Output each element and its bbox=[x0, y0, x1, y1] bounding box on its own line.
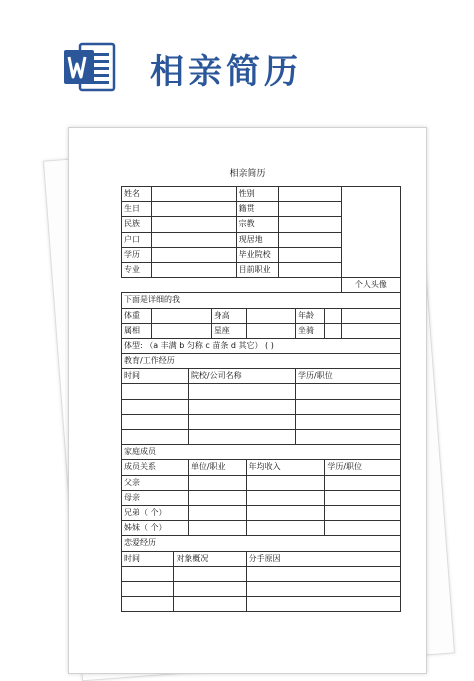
sister-degree[interactable] bbox=[325, 521, 401, 536]
table-row bbox=[122, 597, 401, 612]
brother-employer[interactable] bbox=[188, 505, 246, 520]
love-partner-header: 对象概况 bbox=[174, 551, 246, 566]
love-heading: 恋爱经历 bbox=[122, 536, 401, 551]
detail-heading: 下面是详细的我 bbox=[122, 293, 401, 308]
edu-time-cell[interactable] bbox=[122, 399, 189, 414]
name-label: 姓名 bbox=[122, 187, 152, 202]
family-degree-header: 学历/职位 bbox=[325, 460, 401, 475]
table-row bbox=[122, 384, 401, 399]
residence-label: 现居地 bbox=[236, 232, 278, 247]
love-time-cell[interactable] bbox=[122, 597, 174, 612]
brother-degree[interactable] bbox=[325, 505, 401, 520]
photo-label: 个人头像 bbox=[341, 278, 400, 293]
age-extra[interactable] bbox=[341, 308, 400, 323]
edu-org-cell[interactable] bbox=[188, 399, 295, 414]
word-icon bbox=[62, 40, 116, 94]
weight-value[interactable] bbox=[151, 308, 211, 323]
constellation-value[interactable] bbox=[246, 323, 295, 338]
section-heading-row bbox=[122, 536, 401, 551]
school-value[interactable] bbox=[279, 247, 342, 262]
section-heading-row bbox=[122, 445, 401, 460]
love-partner-cell[interactable] bbox=[174, 566, 246, 581]
love-header-row bbox=[122, 551, 401, 566]
father-degree[interactable] bbox=[325, 475, 401, 490]
table-row bbox=[122, 475, 401, 490]
love-time-cell[interactable] bbox=[122, 581, 174, 596]
zodiac-label: 属相 bbox=[122, 323, 152, 338]
love-partner-cell[interactable] bbox=[174, 597, 246, 612]
detail-row bbox=[122, 323, 401, 338]
job-value[interactable] bbox=[279, 262, 342, 277]
spacer-cell bbox=[122, 278, 342, 293]
religion-label: 宗教 bbox=[236, 217, 278, 232]
love-reason-cell[interactable] bbox=[246, 566, 400, 581]
sister-label: 姊妹（ 个） bbox=[122, 521, 189, 536]
zodiac-value[interactable] bbox=[151, 323, 211, 338]
section-heading-row bbox=[122, 293, 401, 308]
edu-degree-cell[interactable] bbox=[296, 384, 401, 399]
mother-degree[interactable] bbox=[325, 490, 401, 505]
weight-label: 体重 bbox=[122, 308, 152, 323]
photo-box[interactable] bbox=[341, 187, 400, 278]
family-header-row bbox=[122, 460, 401, 475]
father-employer[interactable] bbox=[188, 475, 246, 490]
brother-income[interactable] bbox=[246, 505, 325, 520]
table-row bbox=[122, 581, 401, 596]
family-heading: 家庭成员 bbox=[122, 445, 401, 460]
religion-value[interactable] bbox=[279, 217, 342, 232]
constellation-label: 星座 bbox=[211, 323, 246, 338]
edu-time-cell[interactable] bbox=[122, 430, 189, 445]
car-extra[interactable] bbox=[341, 323, 400, 338]
education-value[interactable] bbox=[151, 247, 236, 262]
residence-value[interactable] bbox=[279, 232, 342, 247]
age-label: 年龄 bbox=[296, 308, 325, 323]
height-label: 身高 bbox=[211, 308, 246, 323]
document-page bbox=[68, 127, 427, 674]
edu-work-header-row bbox=[122, 369, 401, 384]
table-row bbox=[122, 430, 401, 445]
section-heading-row bbox=[122, 354, 401, 369]
edu-degree-header: 学历/职位 bbox=[296, 369, 401, 384]
love-reason-cell[interactable] bbox=[246, 597, 400, 612]
edu-time-cell[interactable] bbox=[122, 414, 189, 429]
family-employer-header: 单位/职业 bbox=[188, 460, 246, 475]
gender-value[interactable] bbox=[279, 187, 342, 202]
love-reason-header: 分手原因 bbox=[246, 551, 400, 566]
table-row bbox=[122, 414, 401, 429]
table-row bbox=[122, 505, 401, 520]
edu-degree-cell[interactable] bbox=[296, 399, 401, 414]
birthday-value[interactable] bbox=[151, 202, 236, 217]
love-time-header: 时间 bbox=[122, 551, 174, 566]
height-value[interactable] bbox=[246, 308, 295, 323]
edu-degree-cell[interactable] bbox=[296, 430, 401, 445]
school-label: 毕业院校 bbox=[236, 247, 278, 262]
basic-row bbox=[122, 187, 401, 202]
birthday-label: 生日 bbox=[122, 202, 152, 217]
body-type-line[interactable]: 体型: （a 丰满 b 匀称 c 苗条 d 其它） ( ) bbox=[122, 338, 401, 353]
table-row bbox=[122, 490, 401, 505]
age-value[interactable] bbox=[325, 308, 341, 323]
hukou-label: 户口 bbox=[122, 232, 152, 247]
job-label: 目前职业 bbox=[236, 262, 278, 277]
edu-degree-cell[interactable] bbox=[296, 414, 401, 429]
document-title: 相亲简历 bbox=[229, 169, 266, 179]
table-row bbox=[122, 521, 401, 536]
family-income-header: 年均收入 bbox=[246, 460, 325, 475]
native-label: 籍贯 bbox=[236, 202, 278, 217]
photo-caption-row bbox=[122, 278, 401, 293]
gender-label: 性别 bbox=[236, 187, 278, 202]
brand-title: 相亲简历 bbox=[150, 52, 302, 92]
love-partner-cell[interactable] bbox=[174, 581, 246, 596]
resume-form-table bbox=[121, 186, 401, 612]
edu-org-cell[interactable] bbox=[188, 430, 295, 445]
edu-time-cell[interactable] bbox=[122, 384, 189, 399]
education-label: 学历 bbox=[122, 247, 152, 262]
brother-label: 兄弟（ 个） bbox=[122, 505, 189, 520]
father-income[interactable] bbox=[246, 475, 325, 490]
mother-income[interactable] bbox=[246, 490, 325, 505]
body-type-row bbox=[122, 338, 401, 353]
table-row bbox=[122, 566, 401, 581]
edu-org-header: 院校/公司名称 bbox=[188, 369, 295, 384]
sister-employer[interactable] bbox=[188, 521, 246, 536]
sister-income[interactable] bbox=[246, 521, 325, 536]
edu-org-cell[interactable] bbox=[188, 384, 295, 399]
major-value[interactable] bbox=[151, 262, 236, 277]
mother-label: 母亲 bbox=[122, 490, 189, 505]
edu-org-cell[interactable] bbox=[188, 414, 295, 429]
edu-time-header: 时间 bbox=[122, 369, 189, 384]
car-label: 坐骑 bbox=[296, 323, 325, 338]
native-value[interactable] bbox=[279, 202, 342, 217]
love-reason-cell[interactable] bbox=[246, 581, 400, 596]
ethnic-label: 民族 bbox=[122, 217, 152, 232]
ethnic-value[interactable] bbox=[151, 217, 236, 232]
name-value[interactable] bbox=[151, 187, 236, 202]
love-time-cell[interactable] bbox=[122, 566, 174, 581]
family-relation-header: 成员关系 bbox=[122, 460, 189, 475]
car-value[interactable] bbox=[325, 323, 341, 338]
edu-work-heading: 教育/工作经历 bbox=[122, 354, 401, 369]
header-banner bbox=[0, 0, 474, 120]
major-label: 专业 bbox=[122, 262, 152, 277]
mother-employer[interactable] bbox=[188, 490, 246, 505]
detail-row bbox=[122, 308, 401, 323]
father-label: 父亲 bbox=[122, 475, 189, 490]
hukou-value[interactable] bbox=[151, 232, 236, 247]
table-row bbox=[122, 399, 401, 414]
